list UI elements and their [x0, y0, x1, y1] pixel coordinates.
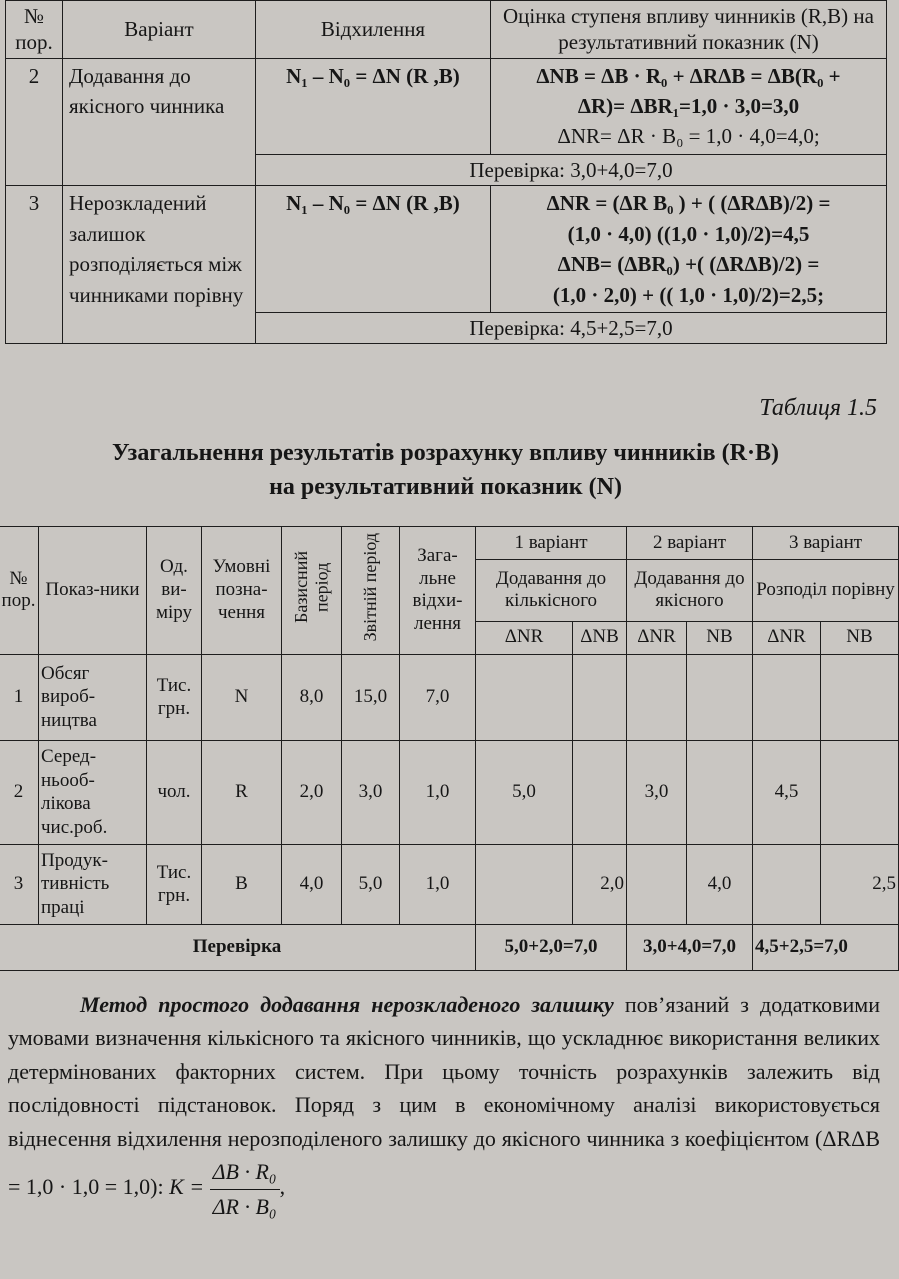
cell-v2-NB [687, 740, 753, 844]
cell-deviation: 1,0 [400, 844, 476, 924]
check-text: Перевірка: 4,5+2,5=7,0 [256, 313, 887, 344]
header-num: № пор. [6, 1, 63, 59]
cell-indicator: Серед-ньооб-лікова чис.роб. [39, 740, 147, 844]
cell-v3-NB [821, 654, 899, 740]
formula-numerator: ΔB · R₀ [210, 1155, 280, 1189]
table-row [0, 740, 899, 844]
header-dNR: ΔNR [753, 621, 821, 654]
header-base-text: Базисний період [290, 551, 332, 623]
table-row [0, 844, 899, 924]
header-indicator: Показ-ники [39, 527, 147, 655]
summary-header-row-1 [0, 527, 899, 560]
header-symbol: Умовні позна-чення [202, 527, 282, 655]
cell-num: 1 [0, 654, 39, 740]
summary-table [0, 526, 899, 971]
table-row [0, 654, 899, 740]
cell-v1-dNR: 5,0 [476, 740, 573, 844]
cell-v2-dNR: 3,0 [627, 740, 687, 844]
cell-symbol: R [202, 740, 282, 844]
table-number-label: Таблиця 1.5 [759, 395, 877, 421]
variants-table [5, 0, 887, 344]
cell-symbol: N [202, 654, 282, 740]
formula-line: ΔR)= ΔBR₁=1,0 · 3,0=3,0 [577, 93, 800, 118]
variant-row-2 [6, 58, 887, 154]
header-NB: NB [687, 621, 753, 654]
header-variant-2-desc: Додавання до якісного [627, 559, 753, 621]
coefficient-formula [210, 1155, 280, 1223]
cell-indicator: Обсяг вироб-ництва [39, 654, 147, 740]
cell-report: 3,0 [342, 740, 400, 844]
cell-unit: чол. [147, 740, 202, 844]
header-report-period [342, 527, 400, 655]
table-title-line: Узагальнення результатів розрахунку впливу чинників (R·B) [112, 440, 779, 466]
check-label: Перевірка [0, 924, 476, 970]
header-num: № пор. [0, 527, 39, 655]
header-variant-1-desc: Додавання до кількісного [476, 559, 627, 621]
formula-tail: , [279, 1174, 286, 1200]
row-assessment [491, 186, 887, 313]
cell-v1-dNR [476, 654, 573, 740]
check-variant-2: 3,0+4,0=7,0 [627, 924, 753, 970]
cell-report: 5,0 [342, 844, 400, 924]
row-deviation: N₁ – N₀ = ΔN (R ,B) [256, 58, 491, 154]
row-num: 2 [6, 58, 63, 186]
header-total-deviation: Зага-льне відхи-лення [400, 527, 476, 655]
summary-check-row [0, 924, 899, 970]
header-variant-3-desc: Розподіл порівну [753, 559, 899, 621]
check-variant-3: 4,5+2,5=7,0 [753, 924, 899, 970]
cell-v3-NB: 2,5 [821, 844, 899, 924]
cell-report: 15,0 [342, 654, 400, 740]
formula-line: (1,0 · 4,0) ((1,0 · 1,0)/2)=4,5 [567, 221, 810, 246]
cell-deviation: 1,0 [400, 740, 476, 844]
formula-line: ΔNB = ΔB · R₀ + ΔRΔB = ΔB(R₀ + [536, 63, 841, 88]
header-NB: NB [821, 621, 899, 654]
cell-v2-NB [687, 654, 753, 740]
row-deviation: N₁ – N₀ = ΔN (R ,B) [256, 186, 491, 313]
header-unit: Од. ви-міру [147, 527, 202, 655]
formula-denominator: ΔR · B₀ [212, 1193, 277, 1219]
cell-base: 2,0 [282, 740, 342, 844]
row-variant: Нерозкладений залишок розподіляється між чинниками порівну [63, 186, 256, 344]
check-variant-1: 5,0+2,0=7,0 [476, 924, 627, 970]
table-title-line: на результативний показник (N) [269, 474, 622, 501]
header-dNR: ΔNR [476, 621, 573, 654]
cell-unit: Тис. грн. [147, 654, 202, 740]
cell-v1-dNB [573, 740, 627, 844]
cell-indicator: Продук-тивність праці [39, 844, 147, 924]
cell-v1-dNB [573, 654, 627, 740]
cell-v2-dNR [627, 654, 687, 740]
header-base-period [282, 527, 342, 655]
cell-v3-dNR [753, 654, 821, 740]
cell-v1-dNB: 2,0 [573, 844, 627, 924]
cell-num: 3 [0, 844, 39, 924]
header-dNR: ΔNR [627, 621, 687, 654]
cell-base: 8,0 [282, 654, 342, 740]
method-name: Метод простого додавання нерозкладеного залишку [80, 992, 614, 1017]
formula-line: ΔNR = (ΔR B₀ ) + ( (ΔRΔB)/2) = [546, 191, 831, 216]
formula-line: (1,0 · 2,0) + (( 1,0 · 1,0)/2)=2,5; [552, 282, 825, 307]
header-dNB: ΔNB [573, 621, 627, 654]
cell-v2-dNR [627, 844, 687, 924]
cell-deviation: 7,0 [400, 654, 476, 740]
header-assessment: Оцінка ступеня впливу чинників (R,B) на результативний показник (N) [491, 1, 887, 59]
cell-v3-dNR [753, 844, 821, 924]
header-deviation: Відхилення [256, 1, 491, 59]
header-variant-3: 3 варіант [753, 527, 899, 560]
cell-symbol: B [202, 844, 282, 924]
row-variant: Додавання до якісного чинника [63, 58, 256, 186]
header-report-text: Звітній період [360, 532, 381, 642]
cell-unit: Тис. грн. [147, 844, 202, 924]
check-text: Перевірка: 3,0+4,0=7,0 [256, 154, 887, 185]
formula-line: ΔNR= ΔR · B₀ = 1,0 · 4,0=4,0; [557, 124, 820, 149]
formula-line: ΔNB= (ΔBR₀) +( (ΔRΔB)/2) = [557, 252, 820, 277]
variant-row-3 [6, 186, 887, 313]
header-variant-2: 2 варіант [627, 527, 753, 560]
cell-v3-NB [821, 740, 899, 844]
cell-v3-dNR: 4,5 [753, 740, 821, 844]
formula-lhs: K = [169, 1174, 205, 1200]
cell-base: 4,0 [282, 844, 342, 924]
cell-v1-dNR [476, 844, 573, 924]
cell-num: 2 [0, 740, 39, 844]
paragraph-text: пов’язаний з додатковими умовами визначення кількісного та якісного чинників, що ускладнює використання великих детермінованих факторних систем. При цьому точність розрахунків залежить від послідовності підстановок. Поряд з цим в економічному аналізі використовується віднесення відхилення нерозподіленого залишку до якісного чинника з коефіцієнтом (ΔRΔB = 1,0 · 1,0 = 1,0): [8, 992, 880, 1200]
header-variant: Варіант [63, 1, 256, 59]
variants-header-row [6, 1, 887, 59]
row-num: 3 [6, 186, 63, 344]
header-variant-1: 1 варіант [476, 527, 627, 560]
row-assessment [491, 58, 887, 154]
table-title [0, 436, 891, 504]
method-paragraph [8, 988, 880, 1223]
cell-v2-NB: 4,0 [687, 844, 753, 924]
